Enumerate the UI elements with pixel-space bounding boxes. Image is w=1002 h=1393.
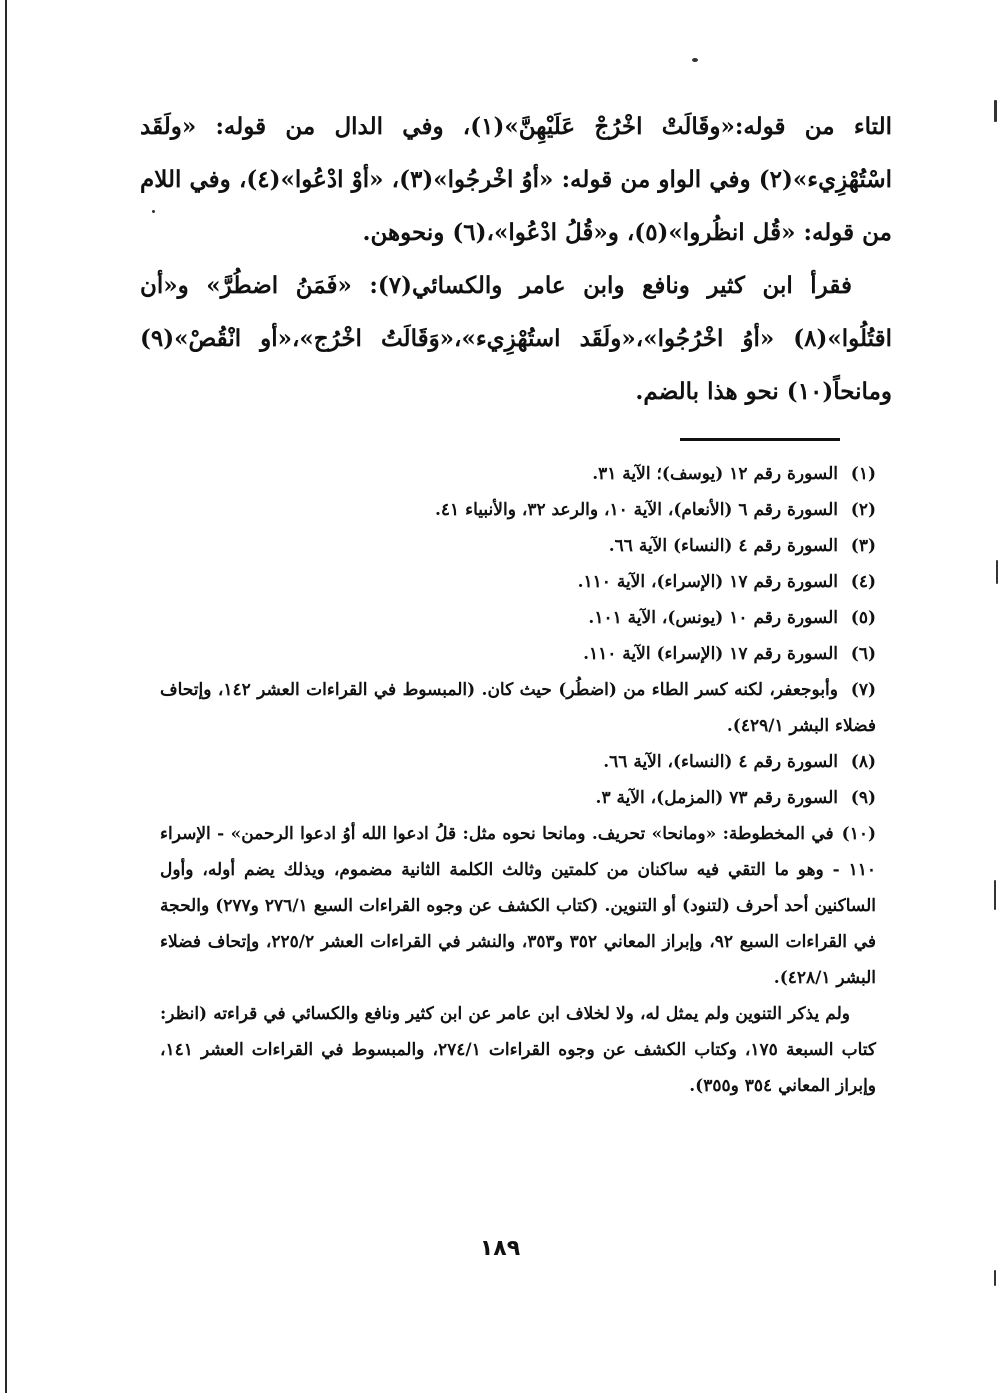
footnote-number: (٩) [850, 788, 876, 808]
footnote-1 [160, 456, 876, 492]
footnote-10 [160, 816, 876, 996]
scan-speck [994, 880, 996, 910]
footnote-text: السورة رقم ٦ (الأنعام)، الآية ١٠، والرعد ٣٢، والأنبياء ٤١. [435, 500, 838, 520]
scan-edge-line [5, 0, 7, 1393]
footnote-text: وأبوجعفر، لكنه كسر الطاء من (اضطُر) حيث كان. (المبسوط في القراءات العشر ١٤٢، وإتحاف فضلاء البشر ٤٢٩/١). [160, 680, 876, 736]
scan-speck [996, 560, 998, 584]
footnote-9 [160, 780, 876, 816]
main-paragraph-2: فقرأ ابن كثير ونافع وابن عامر والكسائي(٧): «فَمَنُ اضطُرَّ» و«أن اقتُلُوا»(٨) «أوُ اخْرُجُوا»،«ولَقَد استُهْزِيء»،«وَقَالَتُ اخْرُج»،«أو انْقُصْ»(٩) ومانحاً(١٠) نحو هذا بالضم. [140, 272, 892, 405]
footnote-text: السورة رقم ١٧ (الإسراء)، الآية ١١٠. [577, 572, 838, 592]
footnote-number: (٨) [850, 752, 876, 772]
footnote-text: في المخطوطة: «ومانحا» تحريف. ومانحا نحوه مثل: قلُ ادعوا الله أوُ ادعوا الرحمن» - الإسراء ١١٠ - وهو ما التقي فيه ساكنان من كلمتين وثالث الكلمة الثانية مضموم، ويذلك يضم أوله، وأول الساكنين أحد أحرف (لتنود) أو التنوين. (كتاب الكشف عن وجوه القراءات السبع ٢٧٦/١ و٢٧٧) والحجة في القراءات السبع ٩٢، وإبراز المعاني ٣٥٢ و٣٥٣، والنشر في القراءات العشر ٢٢٥/٢، وإتحاف فضلاء البشر ٤٢٨/١). [160, 824, 877, 988]
footnote-5 [160, 600, 876, 636]
footnote-separator [680, 438, 840, 441]
main-text-block [140, 100, 892, 418]
footnote-number: (١٠) [841, 824, 876, 844]
footnote-number: (٢) [850, 500, 876, 520]
footnote-text: السورة رقم ١٢ (يوسف)؛ الآية ٣١. [592, 464, 838, 484]
footnote-number: (٧) [850, 680, 876, 700]
page-number: ١٨٩ [479, 1236, 521, 1261]
scan-speck [994, 1270, 996, 1286]
footnote-number: (١) [850, 464, 876, 484]
footnote-text: السورة رقم ١٧ (الإسراء) الآية ١١٠. [583, 644, 838, 664]
footnote-continuation: ولم يذكر التنوين ولم يمثل له، ولا لخلاف ابن عامر عن ابن كثير ونافع والكسائي في قراءته (انظر: كتاب السبعة ١٧٥، وكتاب الكشف عن وجوه القراءات ٢٧٤/١، والمبسوط في القراءات العشر ١٤١، وإبراز المعاني ٣٥٤ و٣٥٥). [160, 1004, 876, 1096]
footnote-3 [160, 528, 876, 564]
scan-speck [152, 210, 155, 213]
footnote-text: السورة رقم ١٠ (يونس)، الآية ١٠١. [588, 608, 838, 628]
footnote-7 [160, 672, 876, 744]
footnote-4 [160, 564, 876, 600]
footnote-number: (٥) [850, 608, 876, 628]
footnote-8 [160, 744, 876, 780]
footnote-text: السورة رقم ٧٣ (المزمل)، الآية ٣. [595, 788, 838, 808]
footnote-number: (٣) [850, 536, 876, 556]
footnotes-block [160, 456, 876, 1104]
footnote-text: السورة رقم ٤ (النساء)، الآية ٦٦. [603, 752, 838, 772]
footnote-2 [160, 492, 876, 528]
scan-speck [994, 100, 997, 122]
main-paragraph-1: التاء من قوله:«وقَالَتْ اخْرُجْ عَلَيْهِنَّ»(١)، وفي الدال من قوله: «ولَقَد اسْتُهْزِيء»(٢) وفي الواو من قوله: «أوُ اخْرجُوا»(٣)، «أوْ ادْعُوا»(٤)، وفي اللام من قوله: «قُل انظُروا»(٥)، و«قُلُ ادْعُوا»،(٦) ونحوهن. [140, 113, 893, 246]
scan-speck [692, 58, 698, 62]
footnote-6 [160, 636, 876, 672]
footnote-number: (٤) [850, 572, 876, 592]
footnote-text: السورة رقم ٤ (النساء) الآية ٦٦. [608, 536, 838, 556]
footnote-number: (٦) [850, 644, 876, 664]
